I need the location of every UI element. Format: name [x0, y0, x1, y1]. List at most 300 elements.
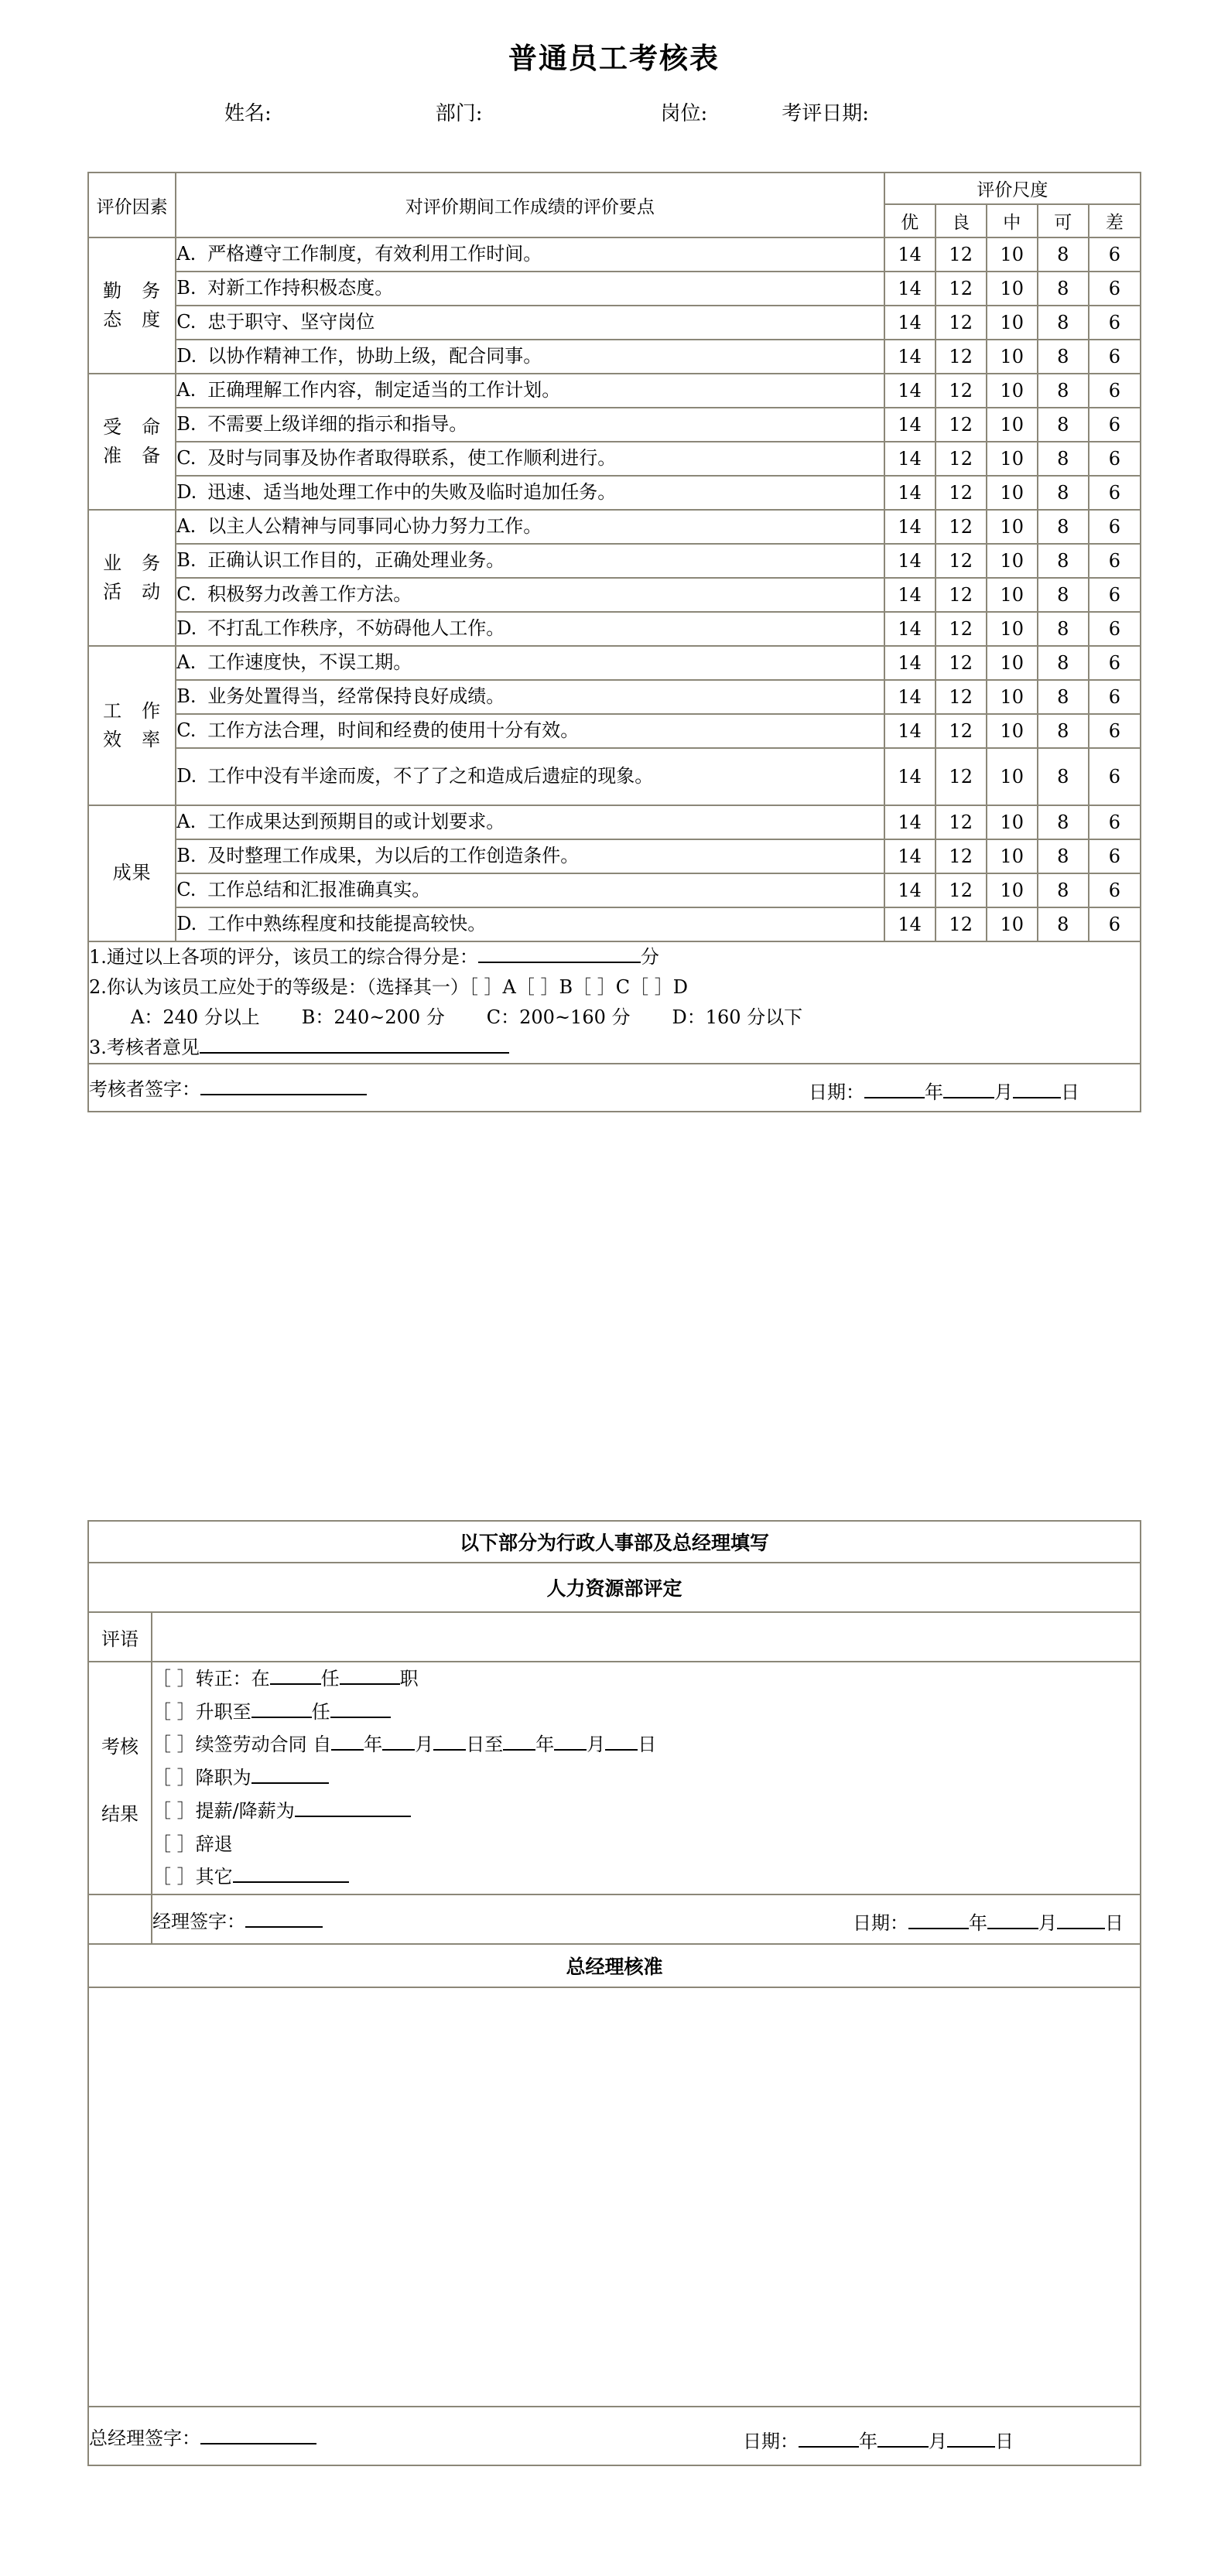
score-cell[interactable]: 8	[1038, 476, 1089, 510]
checkbox-icon[interactable]: ［ ］	[152, 1866, 196, 1888]
score-cell[interactable]: 12	[936, 340, 987, 374]
score-cell[interactable]: 10	[987, 612, 1038, 646]
table-row	[88, 680, 1141, 714]
option-text: 升职至	[195, 1700, 251, 1723]
item-text: 工作速度快，不误工期。	[207, 651, 412, 674]
score-cell[interactable]: 12	[936, 714, 987, 748]
table-row	[88, 839, 1141, 873]
score-cell[interactable]: 14	[884, 873, 936, 907]
score-cell[interactable]: 10	[987, 272, 1038, 306]
point-item	[176, 272, 884, 306]
item-text: 以协作精神工作，协助上级，配合同事。	[207, 345, 542, 367]
item-label: A.	[176, 515, 197, 538]
table-row	[88, 714, 1141, 748]
option-renew-contract[interactable]	[152, 1728, 1140, 1761]
year-label: 年	[925, 1081, 943, 1103]
option-text: 降职为	[195, 1767, 251, 1789]
score-cell[interactable]: 6	[1089, 476, 1141, 510]
score-cell[interactable]: 8	[1038, 612, 1089, 646]
score-cell[interactable]: 12	[936, 237, 987, 272]
score-cell[interactable]: 6	[1089, 578, 1141, 612]
score-cell[interactable]: 10	[987, 839, 1038, 873]
score-cell[interactable]: 12	[936, 476, 987, 510]
result-options-area	[152, 1662, 1141, 1894]
score-cell[interactable]: 14	[884, 907, 936, 941]
year-label: 年	[535, 1734, 555, 1756]
item-label: A.	[176, 243, 197, 265]
score-cell[interactable]: 14	[884, 680, 936, 714]
day-label: 日	[1061, 1081, 1079, 1103]
hr-banner: 以下部分为行政人事部及总经理填写	[88, 1521, 1141, 1563]
score-cell[interactable]: 10	[987, 714, 1038, 748]
item-text: 严格遵守工作制度，有效利用工作时间。	[207, 243, 542, 265]
blank[interactable]	[233, 1881, 349, 1883]
blank[interactable]	[605, 1749, 638, 1751]
option-promotion[interactable]	[152, 1696, 1140, 1729]
item-text: 工作成果达到预期目的或计划要求。	[207, 811, 505, 833]
option-text: 辞退	[195, 1833, 233, 1855]
score-cell[interactable]: 6	[1089, 873, 1141, 907]
item-label: C.	[176, 719, 197, 742]
grade-c: C：200~160 分	[486, 1006, 631, 1028]
gm-signature-label: 总经理签字：	[89, 2427, 200, 2449]
date-label: 日期：	[743, 2431, 799, 2453]
gm-date-block	[743, 2426, 1014, 2453]
remark-label: 评语	[88, 1612, 152, 1662]
factor-business-activity	[88, 510, 176, 646]
hr-section-title-row	[88, 1563, 1141, 1612]
reviewer-date-block	[809, 1077, 1079, 1104]
factor-line-1: 业 务	[103, 552, 162, 574]
score-cell[interactable]: 14	[884, 578, 936, 612]
summary-total-score-line	[89, 942, 1140, 972]
score-cell[interactable]: 14	[884, 442, 936, 476]
checkbox-icon[interactable]: ［ ］	[152, 1734, 196, 1756]
score-cell[interactable]: 14	[884, 374, 936, 408]
field-position-label: 岗位:	[660, 101, 708, 125]
item-label: D.	[176, 617, 197, 640]
score-cell[interactable]: 12	[936, 612, 987, 646]
score-cell[interactable]: 10	[987, 748, 1038, 805]
score-cell[interactable]: 6	[1089, 442, 1141, 476]
score-cell[interactable]: 8	[1038, 805, 1089, 839]
blank[interactable]	[382, 1749, 415, 1751]
option-text: 续签劳动合同 自	[195, 1734, 332, 1756]
score-cell[interactable]: 14	[884, 612, 936, 646]
item-label: B.	[176, 685, 197, 708]
item-text: 工作中没有半途而废，不了了之和造成后遗症的现象。	[207, 765, 654, 787]
table-row	[88, 544, 1141, 578]
point-item	[176, 839, 884, 873]
score-cell[interactable]: 6	[1089, 340, 1141, 374]
month-blank[interactable]	[987, 1928, 1038, 1929]
score-cell[interactable]: 10	[987, 510, 1038, 544]
item-label: C.	[176, 311, 197, 333]
point-item	[176, 805, 884, 839]
reviewer-signature-blank[interactable]	[200, 1094, 367, 1095]
score-cell[interactable]: 6	[1089, 510, 1141, 544]
score-cell[interactable]: 10	[987, 237, 1038, 272]
point-item	[176, 578, 884, 612]
point-item	[176, 714, 884, 748]
score-cell[interactable]: 10	[987, 306, 1038, 340]
year-blank[interactable]	[799, 2446, 859, 2448]
point-item	[176, 646, 884, 680]
score-cell[interactable]: 14	[884, 408, 936, 442]
score-cell[interactable]: 10	[987, 907, 1038, 941]
score-cell[interactable]: 6	[1089, 907, 1141, 941]
manager-signature-block	[152, 1894, 1141, 1944]
score-cell[interactable]: 6	[1089, 680, 1141, 714]
score-cell[interactable]: 10	[987, 646, 1038, 680]
table-row	[88, 374, 1141, 408]
score-cell[interactable]: 12	[936, 374, 987, 408]
score-cell[interactable]: 12	[936, 805, 987, 839]
banner-row	[88, 1521, 1141, 1563]
score-cell[interactable]: 14	[884, 544, 936, 578]
score-cell[interactable]: 10	[987, 408, 1038, 442]
score-cell[interactable]: 8	[1038, 306, 1089, 340]
scale-level-fair: 可	[1038, 204, 1089, 237]
item-text: 不需要上级详细的指示和指导。	[207, 413, 468, 436]
factor-line-2: 活 动	[103, 581, 162, 603]
hr-approval-table	[87, 1520, 1141, 2466]
score-cell[interactable]: 12	[936, 646, 987, 680]
manager-sig-spacer	[88, 1894, 152, 1944]
item-label: B.	[176, 549, 197, 572]
reviewer-signature-label: 考核者签字：	[89, 1078, 200, 1100]
result-label-line-2: 结果	[101, 1802, 139, 1825]
summary-line3: 3.考核者意见	[89, 1036, 200, 1058]
table-row	[88, 805, 1141, 839]
summary-row	[88, 941, 1141, 1064]
score-cell[interactable]: 14	[884, 237, 936, 272]
score-cell[interactable]: 6	[1089, 839, 1141, 873]
item-text: 正确理解工作内容，制定适当的工作计划。	[207, 379, 561, 401]
item-label: C.	[176, 879, 197, 901]
option-demotion[interactable]	[152, 1761, 1140, 1795]
summary-reviewer-opinion-line	[89, 1033, 1140, 1063]
item-label: B.	[176, 413, 197, 436]
date-label: 日期：	[853, 1912, 908, 1935]
point-item	[176, 476, 884, 510]
factor-order-preparation	[88, 374, 176, 510]
score-cell[interactable]: 8	[1038, 907, 1089, 941]
day-label: 日	[638, 1734, 657, 1756]
gm-signature-row	[88, 2407, 1141, 2465]
scale-level-good: 良	[936, 204, 987, 237]
table-row	[88, 408, 1141, 442]
score-cell[interactable]: 10	[987, 340, 1038, 374]
summary-grade-line: 2.你认为该员工应处于的等级是：（选择其一）［ ］A［ ］B［ ］C［ ］D	[89, 975, 688, 998]
reviewer-opinion-blank[interactable]	[200, 1052, 509, 1054]
score-cell[interactable]: 12	[936, 907, 987, 941]
manager-signature-blank[interactable]	[245, 1926, 323, 1928]
grade-a: A：240 分以上	[131, 1006, 260, 1028]
day-blank[interactable]	[1057, 1928, 1105, 1929]
month-label: 月	[415, 1734, 434, 1756]
item-label: B.	[176, 845, 197, 867]
item-label: C.	[176, 583, 197, 606]
month-label: 月	[587, 1734, 606, 1756]
point-item	[176, 340, 884, 374]
point-item	[176, 907, 884, 941]
date-label: 日期：	[809, 1081, 864, 1103]
blank[interactable]	[270, 1683, 321, 1685]
score-cell[interactable]: 6	[1089, 748, 1141, 805]
point-item	[176, 680, 884, 714]
factor-line-1: 受 命	[103, 415, 162, 438]
month-blank[interactable]	[943, 1097, 994, 1098]
blank[interactable]	[340, 1683, 400, 1685]
factor-line-2: 态 度	[103, 309, 162, 330]
score-cell[interactable]: 12	[936, 873, 987, 907]
score-cell[interactable]: 10	[987, 544, 1038, 578]
table-row	[88, 907, 1141, 941]
remark-input-area[interactable]	[152, 1612, 1141, 1662]
month-label: 月	[929, 2431, 947, 2453]
score-cell[interactable]: 10	[987, 680, 1038, 714]
score-cell[interactable]: 12	[936, 578, 987, 612]
score-cell[interactable]: 6	[1089, 306, 1141, 340]
scale-level-poor: 差	[1089, 204, 1141, 237]
score-cell[interactable]: 12	[936, 408, 987, 442]
scale-level-excellent: 优	[884, 204, 936, 237]
option-text: 提薪/降薪为	[195, 1799, 295, 1822]
point-item	[176, 442, 884, 476]
blank[interactable]	[251, 1717, 312, 1718]
field-review-date-label: 考评日期:	[782, 101, 870, 125]
score-cell[interactable]: 14	[884, 748, 936, 805]
score-cell[interactable]: 8	[1038, 442, 1089, 476]
result-label	[88, 1662, 152, 1894]
score-cell[interactable]: 8	[1038, 748, 1089, 805]
item-text: 及时整理工作成果，为以后的工作创造条件。	[207, 845, 580, 867]
grade-b: B：240~200 分	[301, 1006, 445, 1028]
table-row	[88, 748, 1141, 805]
score-cell[interactable]: 14	[884, 805, 936, 839]
item-label: A.	[176, 811, 197, 833]
remark-row	[88, 1612, 1141, 1662]
score-cell[interactable]: 8	[1038, 408, 1089, 442]
field-name-label: 姓名:	[224, 101, 272, 125]
table-row	[88, 272, 1141, 306]
gm-signature-blank[interactable]	[200, 2443, 316, 2444]
total-score-blank[interactable]	[478, 962, 641, 963]
point-item	[176, 374, 884, 408]
score-cell[interactable]: 6	[1089, 408, 1141, 442]
score-cell[interactable]: 6	[1089, 646, 1141, 680]
factor-line-2: 效 率	[103, 729, 162, 750]
score-cell[interactable]: 8	[1038, 839, 1089, 873]
to-label: 至	[484, 1734, 504, 1756]
approval-body-row	[88, 1987, 1141, 2407]
year-blank[interactable]	[908, 1928, 969, 1929]
score-cell[interactable]: 12	[936, 544, 987, 578]
score-cell[interactable]: 10	[987, 578, 1038, 612]
grade-d: D：160 分以下	[672, 1006, 803, 1028]
point-item	[176, 408, 884, 442]
blank[interactable]	[330, 1717, 391, 1718]
score-cell[interactable]: 6	[1089, 272, 1141, 306]
score-cell[interactable]: 14	[884, 839, 936, 873]
score-cell[interactable]: 14	[884, 340, 936, 374]
point-item	[176, 306, 884, 340]
score-cell[interactable]: 12	[936, 272, 987, 306]
score-cell[interactable]: 8	[1038, 544, 1089, 578]
score-cell[interactable]: 14	[884, 714, 936, 748]
table-row	[88, 873, 1141, 907]
blank[interactable]	[331, 1749, 364, 1751]
manager-date-block	[853, 1908, 1124, 1935]
table-row	[88, 237, 1141, 272]
approval-title: 总经理核准	[88, 1944, 1141, 1987]
score-cell[interactable]: 12	[936, 442, 987, 476]
item-text: 工作方法合理，时间和经费的使用十分有效。	[207, 719, 580, 742]
checkbox-icon[interactable]: ［ ］	[152, 1700, 196, 1723]
blank[interactable]	[503, 1749, 535, 1751]
factor-work-efficiency	[88, 646, 176, 805]
table-row	[88, 306, 1141, 340]
summary-line1-prefix: 1.通过以上各项的评分，该员工的综合得分是：	[89, 946, 478, 968]
score-cell[interactable]: 8	[1038, 680, 1089, 714]
table-row	[88, 578, 1141, 612]
score-cell[interactable]: 8	[1038, 374, 1089, 408]
item-text: 及时与同事及协作者取得联系，使工作顺利进行。	[207, 447, 617, 470]
score-cell[interactable]: 6	[1089, 374, 1141, 408]
score-cell[interactable]: 14	[884, 646, 936, 680]
score-cell[interactable]: 14	[884, 510, 936, 544]
score-cell[interactable]: 8	[1038, 237, 1089, 272]
option-other[interactable]	[152, 1860, 1140, 1894]
blank[interactable]	[433, 1749, 466, 1751]
score-cell[interactable]: 12	[936, 306, 987, 340]
item-label: D.	[176, 481, 197, 504]
scale-level-average: 中	[987, 204, 1038, 237]
day-label: 日	[995, 2431, 1014, 2453]
approval-title-row	[88, 1944, 1141, 1987]
day-blank[interactable]	[947, 2446, 995, 2448]
option-mid: 任	[311, 1700, 330, 1723]
checkbox-icon[interactable]: ［ ］	[152, 1799, 196, 1822]
score-cell[interactable]: 6	[1089, 805, 1141, 839]
checkbox-icon[interactable]: ［ ］	[152, 1668, 196, 1689]
score-cell[interactable]: 14	[884, 306, 936, 340]
factor-line-1: 成果	[112, 862, 152, 884]
summary-block	[88, 941, 1141, 1064]
table-row	[88, 340, 1141, 374]
item-text: 工作总结和汇报准确真实。	[207, 879, 431, 901]
item-text: 迅速、适当地处理工作中的失败及临时追加任务。	[207, 481, 617, 504]
result-row	[88, 1662, 1141, 1894]
item-label: C.	[176, 447, 197, 470]
gm-signature-block	[88, 2407, 1141, 2465]
item-label: B.	[176, 277, 197, 299]
score-cell[interactable]: 8	[1038, 578, 1089, 612]
score-cell[interactable]: 14	[884, 476, 936, 510]
option-confirm-permanent[interactable]	[152, 1662, 1140, 1696]
score-cell[interactable]: 10	[987, 873, 1038, 907]
score-cell[interactable]: 6	[1089, 237, 1141, 272]
point-item	[176, 544, 884, 578]
score-cell[interactable]: 10	[987, 805, 1038, 839]
score-cell[interactable]: 12	[936, 680, 987, 714]
table-row	[88, 510, 1141, 544]
item-label: A.	[176, 379, 197, 401]
summary-grade-scale	[89, 1003, 1140, 1033]
manager-signature-row	[88, 1894, 1141, 1944]
score-cell[interactable]: 10	[987, 442, 1038, 476]
option-dismissal[interactable]	[152, 1828, 1140, 1861]
day-blank[interactable]	[1013, 1097, 1061, 1098]
month-blank[interactable]	[877, 2446, 929, 2448]
option-post: 职	[399, 1668, 419, 1689]
item-label: A.	[176, 651, 197, 674]
score-cell[interactable]: 6	[1089, 612, 1141, 646]
approval-input-area[interactable]	[88, 1987, 1141, 2407]
item-text: 忠于职守、坚守岗位	[207, 311, 375, 333]
item-label: D.	[176, 345, 197, 367]
item-text: 不打乱工作秩序，不妨碍他人工作。	[207, 617, 505, 640]
year-blank[interactable]	[864, 1097, 925, 1098]
score-cell[interactable]: 6	[1089, 544, 1141, 578]
table-row	[88, 476, 1141, 510]
item-text: 积极努力改善工作方法。	[207, 583, 412, 606]
factor-work-attitude	[88, 237, 176, 374]
score-cell[interactable]: 8	[1038, 272, 1089, 306]
item-text: 工作中熟练程度和技能提高较快。	[207, 913, 487, 935]
score-cell[interactable]: 6	[1089, 714, 1141, 748]
blank[interactable]	[251, 1782, 329, 1784]
checkbox-icon[interactable]: ［ ］	[152, 1767, 196, 1789]
point-item	[176, 510, 884, 544]
point-item	[176, 873, 884, 907]
score-cell[interactable]: 12	[936, 510, 987, 544]
table-header-row	[88, 173, 1141, 204]
factor-results	[88, 805, 176, 941]
blank[interactable]	[295, 1816, 411, 1817]
score-cell[interactable]: 8	[1038, 340, 1089, 374]
option-text: 其它	[195, 1866, 233, 1888]
month-label: 月	[1038, 1912, 1057, 1935]
checkbox-icon[interactable]: ［ ］	[152, 1833, 196, 1855]
factor-line-1: 勤 务	[103, 279, 162, 302]
score-cell[interactable]: 12	[936, 748, 987, 805]
score-cell[interactable]: 8	[1038, 510, 1089, 544]
score-cell[interactable]: 14	[884, 272, 936, 306]
year-label: 年	[364, 1734, 383, 1756]
year-label: 年	[969, 1912, 987, 1935]
score-cell[interactable]: 8	[1038, 714, 1089, 748]
hr-section-title: 人力资源部评定	[88, 1563, 1141, 1612]
score-cell[interactable]: 10	[987, 476, 1038, 510]
point-item	[176, 748, 884, 805]
point-item	[176, 237, 884, 272]
score-cell[interactable]: 8	[1038, 646, 1089, 680]
year-label: 年	[859, 2431, 877, 2453]
month-label: 月	[994, 1081, 1013, 1103]
blank[interactable]	[554, 1749, 587, 1751]
score-cell[interactable]: 12	[936, 839, 987, 873]
score-cell[interactable]: 10	[987, 374, 1038, 408]
score-cell[interactable]: 8	[1038, 873, 1089, 907]
factor-line-1: 工 作	[103, 699, 162, 722]
option-salary-change[interactable]	[152, 1795, 1140, 1828]
table-row	[88, 646, 1141, 680]
field-department-label: 部门:	[435, 101, 483, 125]
table-row	[88, 442, 1141, 476]
reviewer-signature-block	[88, 1064, 1141, 1112]
